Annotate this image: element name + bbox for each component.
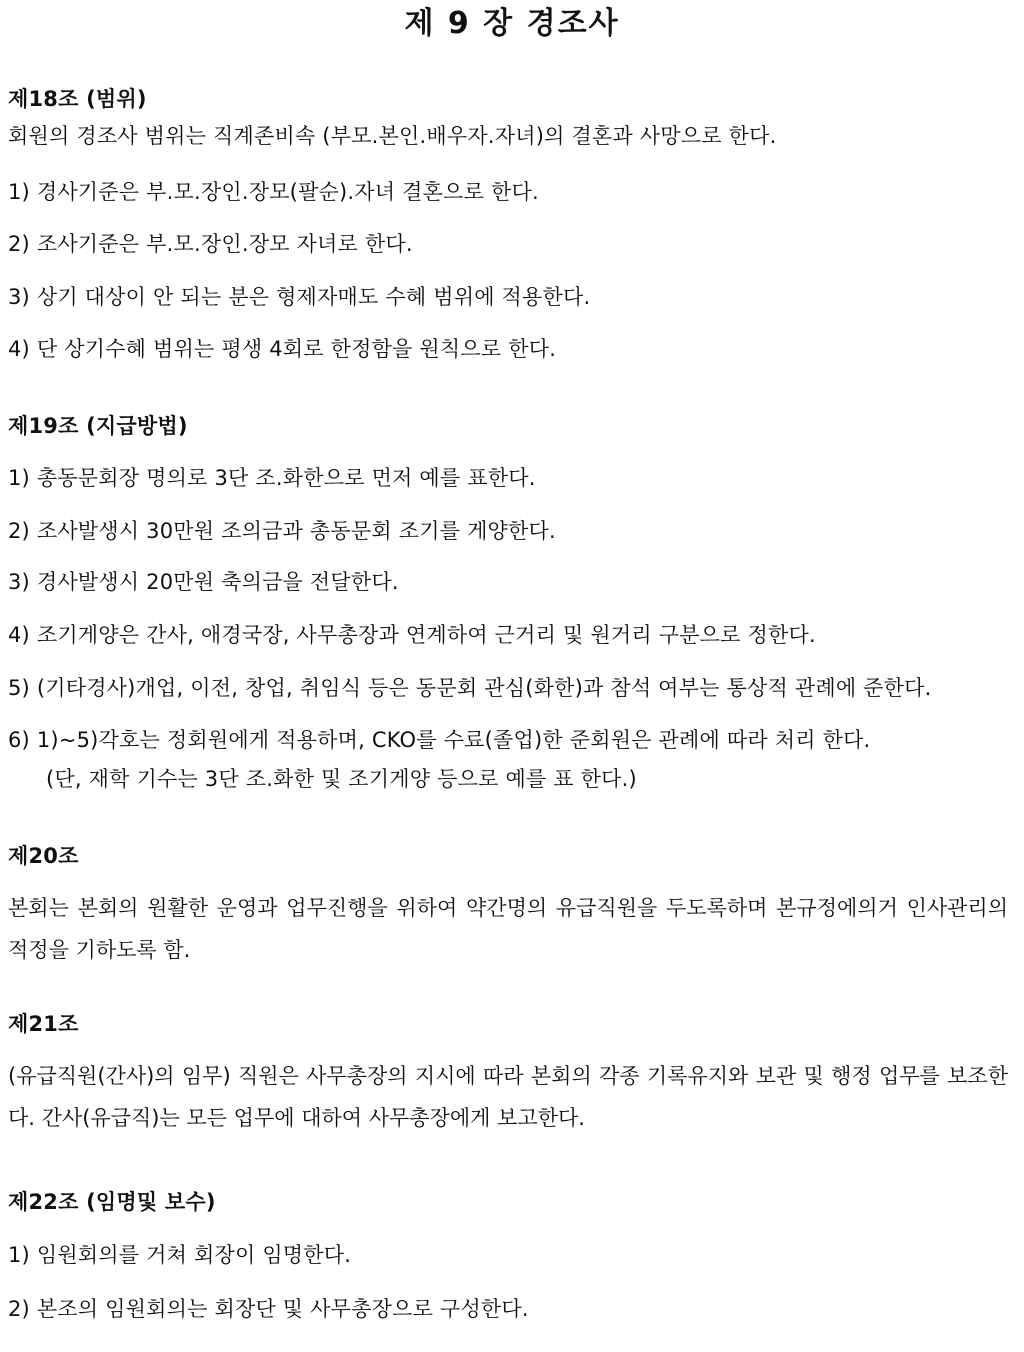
article-19-item-5: 5) (기타경사)개업, 이전, 창업, 취임식 등은 동문회 관심(화한)과 참석 여부는 통상적 관례에 준한다. [8, 676, 932, 700]
article-19-item-3: 3) 경사발생시 20만원 축의금을 전달한다. [8, 570, 399, 594]
article-18-item-3: 3) 상기 대상이 안 되는 분은 형제자매도 수혜 범위에 적용한다. [8, 285, 591, 309]
article-18-heading: 제18조 (범위) [8, 87, 147, 111]
article-18-item-4: 4) 단 상기수혜 범위는 평생 4회로 한정함을 원칙으로 한다. [8, 337, 557, 361]
article-19-heading: 제19조 (지급방법) [8, 414, 188, 438]
article-18-item-1: 1) 경사기준은 부.모.장인.장모(팔순).자녀 결혼으로 한다. [8, 180, 539, 204]
article-18-item-2: 2) 조사기준은 부.모.장인.장모 자녀로 한다. [8, 232, 413, 256]
article-19-item-2: 2) 조사발생시 30만원 조의금과 총동문회 조기를 게양한다. [8, 519, 556, 543]
article-20-text: 본회는 본회의 원활한 운영과 업무진행을 위하여 약간명의 유급직원을 두도록하며 본규정에의거 인사관리의 적정을 기하도록 함. [8, 896, 1008, 962]
article-21-heading: 제21조 [8, 1012, 79, 1036]
article-18-intro: 회원의 경조사 범위는 직계존비속 (부모.본인.배우자.자녀)의 결혼과 사망으로 한다. [8, 124, 777, 148]
article-19-item-6: 6) 1)~5)각호는 정회원에게 적용하며, CKO를 수료(졸업)한 준회원은 관례에 따라 처리 한다. [8, 728, 871, 752]
article-22-item-1: 1) 임원회의를 거쳐 회장이 임명한다. [8, 1243, 352, 1267]
article-21-text: (유급직원(간사)의 임무) 직원은 사무총장의 지시에 따라 본회의 각종 기록유지와 보관 및 행정 업무를 보조한다. 간사(유급직)는 모든 업무에 대하여 사무총장에게 보고한다. [8, 1064, 1008, 1130]
article-19-item-1: 1) 총동문회장 명의로 3단 조.화한으로 먼저 예를 표한다. [8, 466, 536, 490]
article-22-heading: 제22조 (임명및 보수) [8, 1190, 216, 1214]
article-19-note: (단, 재학 기수는 3단 조.화한 및 조기게양 등으로 예를 표 한다.) [46, 767, 637, 791]
article-22-item-2: 2) 본조의 임원회의는 회장단 및 사무총장으로 구성한다. [8, 1297, 529, 1321]
article-20-heading: 제20조 [8, 844, 79, 868]
chapter-title: 제 9 장 경조사 [404, 6, 620, 41]
article-19-item-4: 4) 조기게양은 간사, 애경국장, 사무총장과 연계하여 근거리 및 원거리 구분으로 정한다. [8, 623, 816, 647]
